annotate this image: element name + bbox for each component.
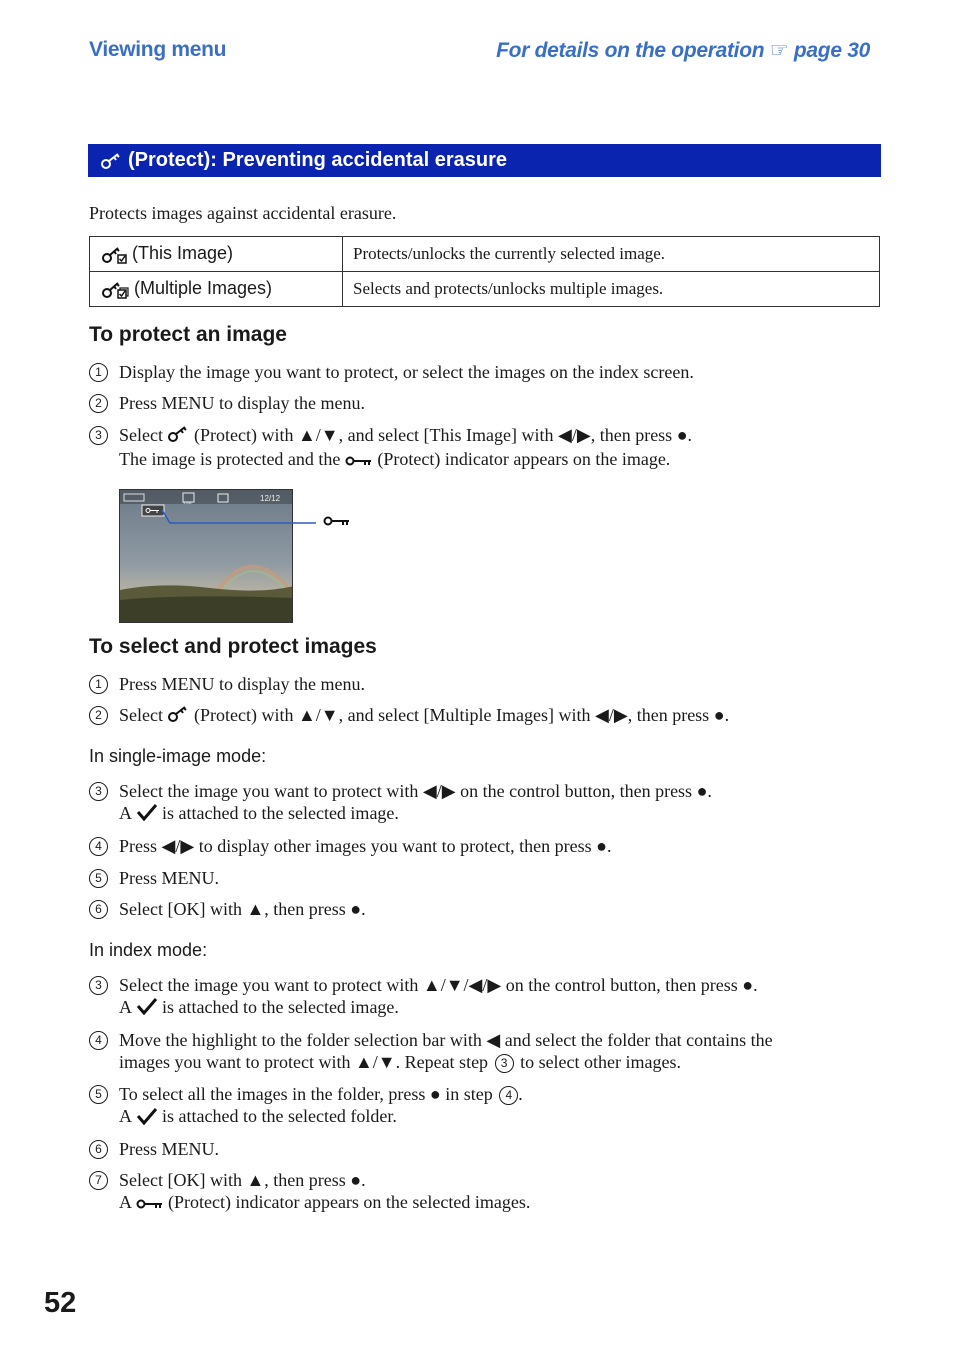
list-item	[89, 424, 879, 472]
table-row	[90, 272, 880, 307]
step-text: Select	[119, 425, 163, 445]
list-item	[89, 361, 879, 383]
step-text: Press MENU to display the menu.	[119, 393, 365, 413]
step-number: 3	[89, 782, 108, 801]
list-item	[89, 1138, 879, 1160]
step-text: Press ◀/▶ to display other images you want to protect, then press ●.	[119, 836, 612, 856]
option-description: Selects and protects/unlocks multiple images.	[343, 272, 880, 307]
step-text: is attached to the selected folder.	[162, 1106, 397, 1127]
step-text: A	[119, 1192, 132, 1212]
step-text: A	[119, 803, 132, 823]
step-text: (Protect) indicator appears on the image.	[377, 449, 671, 470]
options-table	[89, 236, 880, 307]
option-label: (This Image)	[132, 243, 234, 264]
list-item	[89, 780, 879, 826]
page-number: 52	[44, 1287, 77, 1319]
step-reference: 4	[499, 1086, 518, 1105]
step-number: 3	[89, 426, 108, 445]
image-counter: 12/12	[260, 494, 281, 503]
step-number: 7	[89, 1171, 108, 1190]
step-text: is attached to the selected image.	[162, 803, 399, 823]
protect-key-icon	[167, 705, 189, 728]
checkmark-icon	[136, 803, 158, 826]
option-description: Protects/unlocks the currently selected image.	[343, 237, 880, 272]
list-item	[89, 1029, 879, 1073]
step-text: To select all the images in the folder, press ● in step	[119, 1084, 493, 1104]
image-size-label: VGA	[183, 500, 192, 505]
step-text: Select the image you want to protect with ▲/▼/◀/▶ on the control button, then press ●.	[119, 975, 758, 995]
step-number: 2	[89, 706, 108, 725]
option-multiple-images	[90, 272, 343, 307]
step-text: A	[119, 1106, 132, 1127]
protect-single-icon	[100, 245, 128, 265]
step-number: 1	[89, 363, 108, 382]
step-number: 4	[89, 1031, 108, 1050]
list-item	[89, 835, 879, 857]
step-text: Press MENU.	[119, 868, 220, 888]
table-row	[90, 237, 880, 272]
checkmark-icon	[136, 1107, 158, 1130]
protect-indicator-icon	[136, 1193, 164, 1215]
list-item	[89, 673, 879, 695]
step-text: (Protect) with ▲/▼, and select [This Image] with ◀/▶, then press ●.	[193, 425, 693, 445]
list-item	[89, 392, 879, 414]
subheading-select-protect: To select and protect images	[89, 635, 377, 658]
protect-indicator-icon	[325, 518, 350, 526]
step-text: Display the image you want to protect, or select the images on the index screen.	[119, 362, 694, 382]
protect-indicator-icon	[345, 450, 373, 472]
step-text: Select the image you want to protect with ◀/▶ on the control button, then press ●.	[119, 781, 712, 801]
step-text: Press MENU.	[119, 1139, 220, 1159]
list-item	[89, 974, 879, 1020]
header-section-title: Viewing menu	[89, 38, 227, 61]
step-number: 4	[89, 837, 108, 856]
header-reference-text: For details on the operation	[496, 39, 765, 62]
step-number: 6	[89, 900, 108, 919]
step-text: (Protect) indicator appears on the selected images.	[168, 1192, 531, 1212]
option-label: (Multiple Images)	[134, 278, 273, 299]
option-this-image	[90, 237, 343, 272]
step-text: is attached to the selected image.	[162, 997, 399, 1017]
mode-heading-index: In index mode:	[89, 940, 208, 960]
section-title-bar	[88, 144, 881, 177]
mode-heading-single: In single-image mode:	[89, 746, 267, 766]
list-item	[89, 898, 879, 920]
step-text: A	[119, 997, 132, 1017]
protect-multiple-icon	[100, 280, 130, 300]
step-text: images you want to protect with ▲/▼. Repeat step	[119, 1052, 489, 1072]
step-text: Move the highlight to the folder selection bar with ◀ and select the folder that contains the	[119, 1030, 773, 1050]
step-number: 5	[89, 1085, 108, 1104]
step-text: The image is protected and the	[119, 449, 341, 470]
list-item	[89, 704, 879, 728]
step-number: 5	[89, 869, 108, 888]
protect-key-icon	[167, 425, 189, 448]
list-item	[89, 867, 879, 889]
list-item	[89, 1083, 879, 1130]
step-text: (Protect) with ▲/▼, and select [Multiple Images] with ◀/▶, then press ●.	[193, 705, 730, 725]
list-item	[89, 1169, 879, 1215]
step-text: Select [OK] with ▲, then press ●.	[119, 899, 366, 919]
step-number: 3	[89, 976, 108, 995]
subheading-protect-image: To protect an image	[89, 323, 287, 346]
checkmark-icon	[136, 997, 158, 1020]
section-intro: Protects images against accidental erasure.	[89, 203, 397, 223]
header-reference[interactable]	[496, 38, 870, 63]
section-title: (Protect): Preventing accidental erasure	[128, 149, 508, 171]
step-text: Press MENU to display the menu.	[119, 674, 365, 694]
pointing-hand-icon: ☞	[769, 39, 789, 62]
step-text: Select [OK] with ▲, then press ●.	[119, 1170, 366, 1190]
step-number: 6	[89, 1140, 108, 1159]
step-number: 1	[89, 675, 108, 694]
callout-line	[160, 505, 360, 535]
protect-key-icon	[100, 152, 122, 170]
step-reference: 3	[495, 1054, 514, 1073]
step-text: .	[518, 1084, 523, 1104]
header-reference-page: page 30	[793, 39, 870, 62]
step-number: 2	[89, 394, 108, 413]
step-text: Select	[119, 705, 163, 725]
step-text: to select other images.	[520, 1052, 682, 1072]
